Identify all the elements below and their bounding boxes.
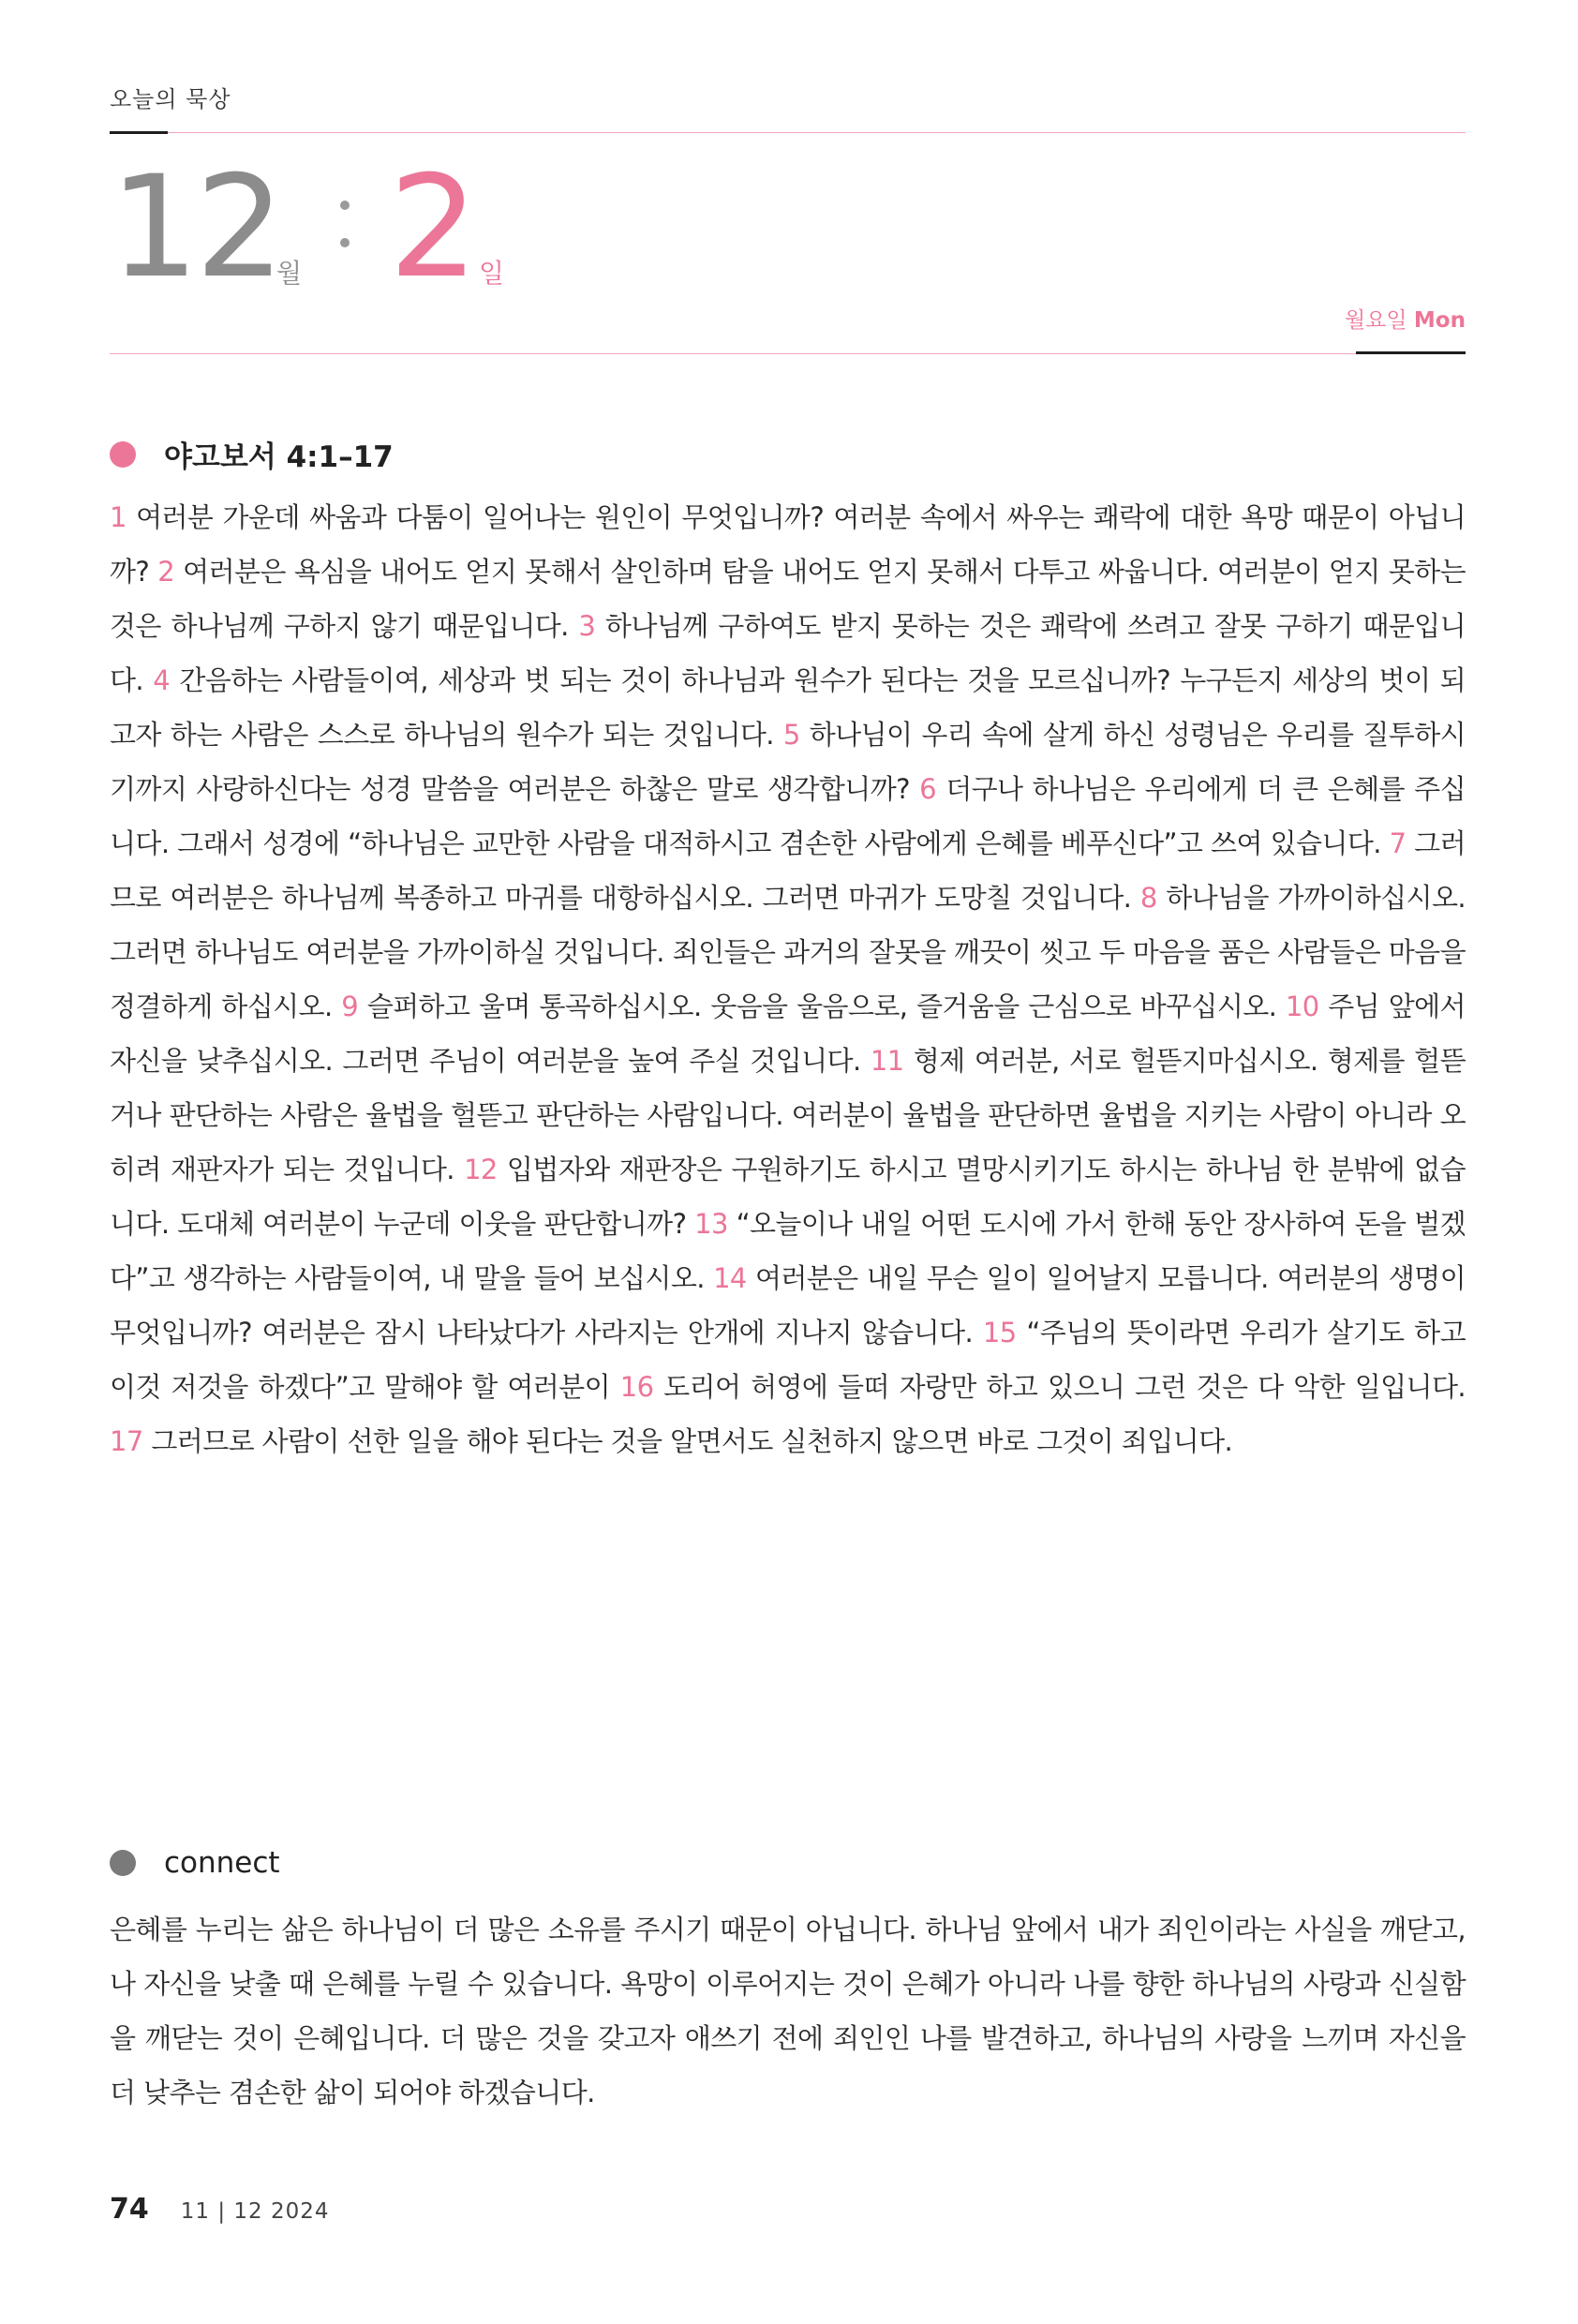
verse-number: 5 — [782, 719, 800, 751]
verse-text: 도리어 허영에 들떠 자랑만 하고 있으니 그런 것은 다 악한 일입니다. — [663, 1371, 1466, 1403]
verse-text: 주님 앞에서 자신을 낮추십시오. 그러면 주님이 여러분을 높여 주실 것입니다. — [110, 991, 1466, 1077]
verse-number: 2 — [157, 556, 175, 588]
pink-bullet-icon — [110, 441, 136, 468]
connect-heading — [110, 1846, 280, 1880]
verse-number: 13 — [694, 1208, 728, 1240]
scripture-text — [110, 490, 1466, 1468]
verse — [620, 1371, 1466, 1403]
verse-text: 입법자와 재판장은 구원하기도 하시고 멸망시키기도 하시는 하나님 한 분밖에 없습니다. 도대체 여러분이 누군데 이웃을 판단합니까? — [110, 1154, 1466, 1240]
verse-text: 여러분은 내일 무슨 일이 일어날지 모릅니다. 여러분의 생명이 무엇입니까? 여러분은 잠시 나타났다가 사라지는 안개에 지나지 않습니다. — [110, 1262, 1466, 1348]
issue-label: 11 | 12 2024 — [180, 2199, 330, 2224]
verse-text: 하나님께 구하여도 받지 못하는 것은 쾌락에 쓰려고 잘못 구하기 때문입니다. — [110, 610, 1466, 696]
page-number: 74 — [110, 2193, 149, 2226]
verse-text: 여러분 가운데 싸움과 다툼이 일어나는 원인이 무엇입니까? 여러분 속에서 싸우는 쾌락에 대한 욕망 때문이 아닙니까? — [110, 501, 1466, 588]
verse — [110, 1425, 1232, 1457]
weekday-english: Mon — [1413, 308, 1466, 333]
verse-number: 7 — [1389, 827, 1407, 859]
connect-text: 은혜를 누리는 삶은 하나님이 더 많은 소유를 주시기 때문이 아닙니다. 하나님 앞에서 내가 죄인이라는 사실을 깨닫고, 나 자신을 낮출 때 은혜를 누릴 수 있습니다. 욕망이 이루어지는 것이 은혜가 아니라 나를 향한 하나님의 사랑과 신실함을 깨닫는 것이 은혜입니다. 더 많은 것을 갖고자 애쓰기 전에 죄인인 나를 발견하고, 하나님의 사랑을 느끼며 자신을 더 낮추는 겸손한 삶이 되어야 하겠습니다. — [110, 1914, 1466, 2108]
scripture-reference: 야고보서 4:1–17 — [164, 440, 394, 474]
verse-number: 8 — [1139, 882, 1157, 914]
verse-text: 슬퍼하고 울며 통곡하십시오. 웃음을 울음으로, 즐거움을 근심으로 바꾸십시오. — [366, 991, 1277, 1022]
verse-number: 3 — [578, 610, 596, 642]
month-unit: 월 — [276, 258, 303, 289]
weekday-label — [1345, 303, 1466, 334]
weekday-korean: 월요일 — [1344, 308, 1407, 333]
verse-number: 4 — [153, 664, 171, 696]
verse-text: 하나님을 가까이하십시오. 그러면 하나님도 여러분을 가까이하실 것입니다. 죄인들은 과거의 잘못을 깨끗이 씻고 두 마음을 품은 사람들은 마음을 정결하게 하십시오. — [110, 882, 1466, 1022]
verse-text: 그러므로 사람이 선한 일을 해야 된다는 것을 알면서도 실천하지 않으면 바로 그것이 죄입니다. — [151, 1425, 1233, 1457]
verse-text: “오늘이나 내일 어떤 도시에 가서 한해 동안 장사하여 돈을 벌겠다”고 생각하는 사람들이여, 내 말을 들어 보십시오. — [110, 1208, 1466, 1294]
verse-number: 11 — [870, 1045, 904, 1077]
day-number: 2 — [389, 146, 475, 309]
verse-number: 9 — [341, 991, 359, 1022]
header-rule-pink — [168, 132, 1466, 133]
header-rule-dark — [110, 131, 168, 134]
verse-text: “주님의 뜻이라면 우리가 살기도 하고 이것 저것을 하겠다”고 말해야 할 여러분이 — [110, 1317, 1466, 1403]
verse-number: 10 — [1285, 991, 1319, 1022]
verse-number: 6 — [919, 773, 936, 805]
page-footer — [110, 2193, 330, 2226]
scripture-heading — [110, 433, 394, 475]
verse-text: 그러므로 여러분은 하나님께 복종하고 마귀를 대항하십시오. 그러면 마귀가 도망칠 것입니다. — [110, 827, 1466, 914]
verse-number: 14 — [713, 1262, 747, 1294]
day-unit: 일 — [479, 258, 505, 289]
verse-text: 간음하는 사람들이여, 세상과 벗 되는 것이 하나님과 원수가 된다는 것을 모르십니까? 누구든지 세상의 벗이 되고자 하는 사람은 스스로 하나님의 원수가 되는 것입니다. — [110, 664, 1466, 751]
verse-text: 하나님이 우리 속에 살게 하신 성령님은 우리를 질투하시기까지 사랑하신다는 성경 말씀을 여러분은 하찮은 말로 생각합니까? — [110, 719, 1466, 805]
verse-number: 15 — [982, 1317, 1017, 1348]
date-rule-pink — [110, 353, 1356, 354]
date-rule-dark — [1356, 351, 1466, 354]
verse-text: 형제 여러분, 서로 헐뜯지마십시오. 형제를 헐뜯거나 판단하는 사람은 율법을 헐뜯고 판단하는 사람입니다. 여러분이 율법을 판단하면 율법을 지키는 사람이 아니라 오히려 재판자가 되는 것입니다. — [110, 1045, 1466, 1185]
verse-text: 더구나 하나님은 우리에게 더 큰 은혜를 주십니다. 그래서 성경에 “하나님은 교만한 사람을 대적하시고 겸손한 사람에게 은혜를 베푸신다”고 쓰여 있습니다. — [110, 773, 1466, 859]
verse-number: 17 — [110, 1425, 143, 1457]
verse-number: 12 — [464, 1154, 498, 1185]
verse-number: 16 — [619, 1371, 654, 1403]
verse — [341, 991, 1276, 1022]
verse-number: 1 — [110, 501, 127, 533]
date-colon — [340, 201, 350, 276]
verse-text: 여러분은 욕심을 내어도 얻지 못해서 살인하며 탐을 내어도 얻지 못해서 다투고 싸웁니다. 여러분이 얻지 못하는 것은 하나님께 구하지 않기 때문입니다. — [110, 556, 1466, 642]
section-header-label: 오늘의 묵상 — [110, 86, 231, 112]
gray-bullet-icon — [110, 1850, 136, 1876]
connect-title: connect — [164, 1846, 280, 1880]
month-number: 12 — [110, 146, 281, 309]
